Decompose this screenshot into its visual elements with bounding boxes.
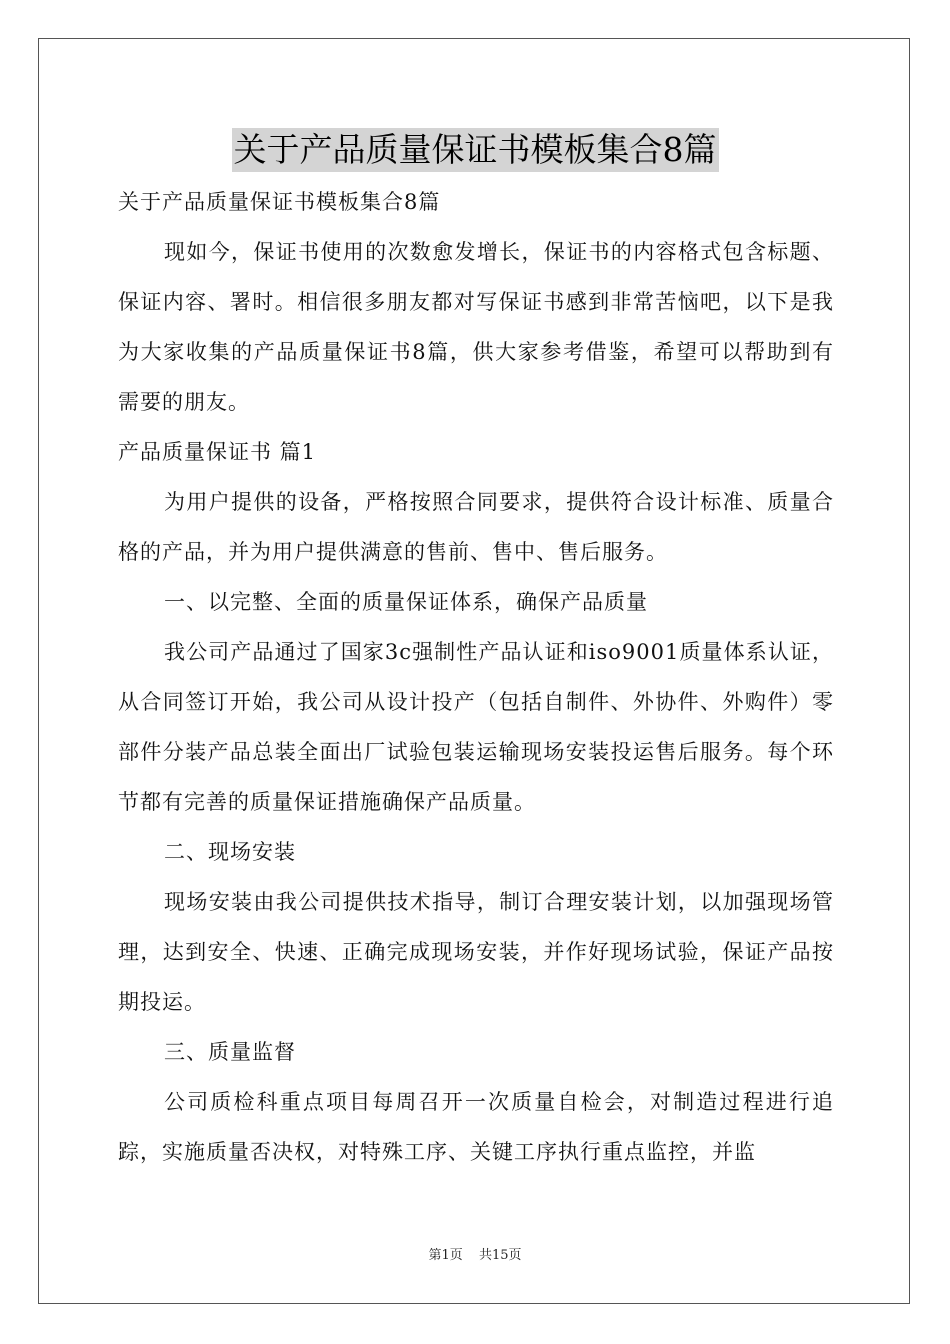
title-container bbox=[0, 128, 950, 172]
document-title: 关于产品质量保证书模板集合8篇 bbox=[232, 128, 719, 172]
heading-2: 二、现场安装 bbox=[164, 840, 296, 864]
paragraph-2: 我公司产品通过了国家3c强制性产品认证和iso9001质量体系认证，从合同签订开始，我公司从设计投产（包括自制件、外协件、外购件）零部件分装产品总装全面出厂试验包装运输现场安装投运售后服务。每个环节都有完善的质量保证措施确保产品质量。 bbox=[118, 640, 834, 814]
paragraph-1: 为用户提供的设备，严格按照合同要求，提供符合设计标准、质量合格的产品，并为用户提供满意的售前、售中、售后服务。 bbox=[118, 490, 834, 564]
page-number: 第1页 bbox=[428, 1248, 463, 1263]
document-subtitle: 关于产品质量保证书模板集合8篇 bbox=[118, 190, 441, 214]
page-footer bbox=[0, 1247, 950, 1265]
heading-3: 三、质量监督 bbox=[164, 1040, 296, 1064]
paragraph-3: 现场安装由我公司提供技术指导，制订合理安装计划，以加强现场管理，达到安全、快速、正确完成现场安装，并作好现场试验，保证产品按期投运。 bbox=[118, 890, 834, 1014]
paragraph-4: 公司质检科重点项目每周召开一次质量自检会，对制造过程进行追踪，实施质量否决权，对特殊工序、关键工序执行重点监控，并监 bbox=[118, 1090, 834, 1164]
document-body bbox=[118, 177, 834, 1177]
section-heading: 产品质量保证书 篇1 bbox=[118, 440, 317, 464]
page-total: 共15页 bbox=[478, 1248, 522, 1263]
intro-paragraph: 现如今，保证书使用的次数愈发增长，保证书的内容格式包含标题、保证内容、署时。相信很多朋友都对写保证书感到非常苦恼吧，以下是我为大家收集的产品质量保证书8篇，供大家参考借鉴，希望可以帮助到有需要的朋友。 bbox=[118, 240, 834, 414]
heading-1: 一、以完整、全面的质量保证体系，确保产品质量 bbox=[164, 590, 648, 614]
